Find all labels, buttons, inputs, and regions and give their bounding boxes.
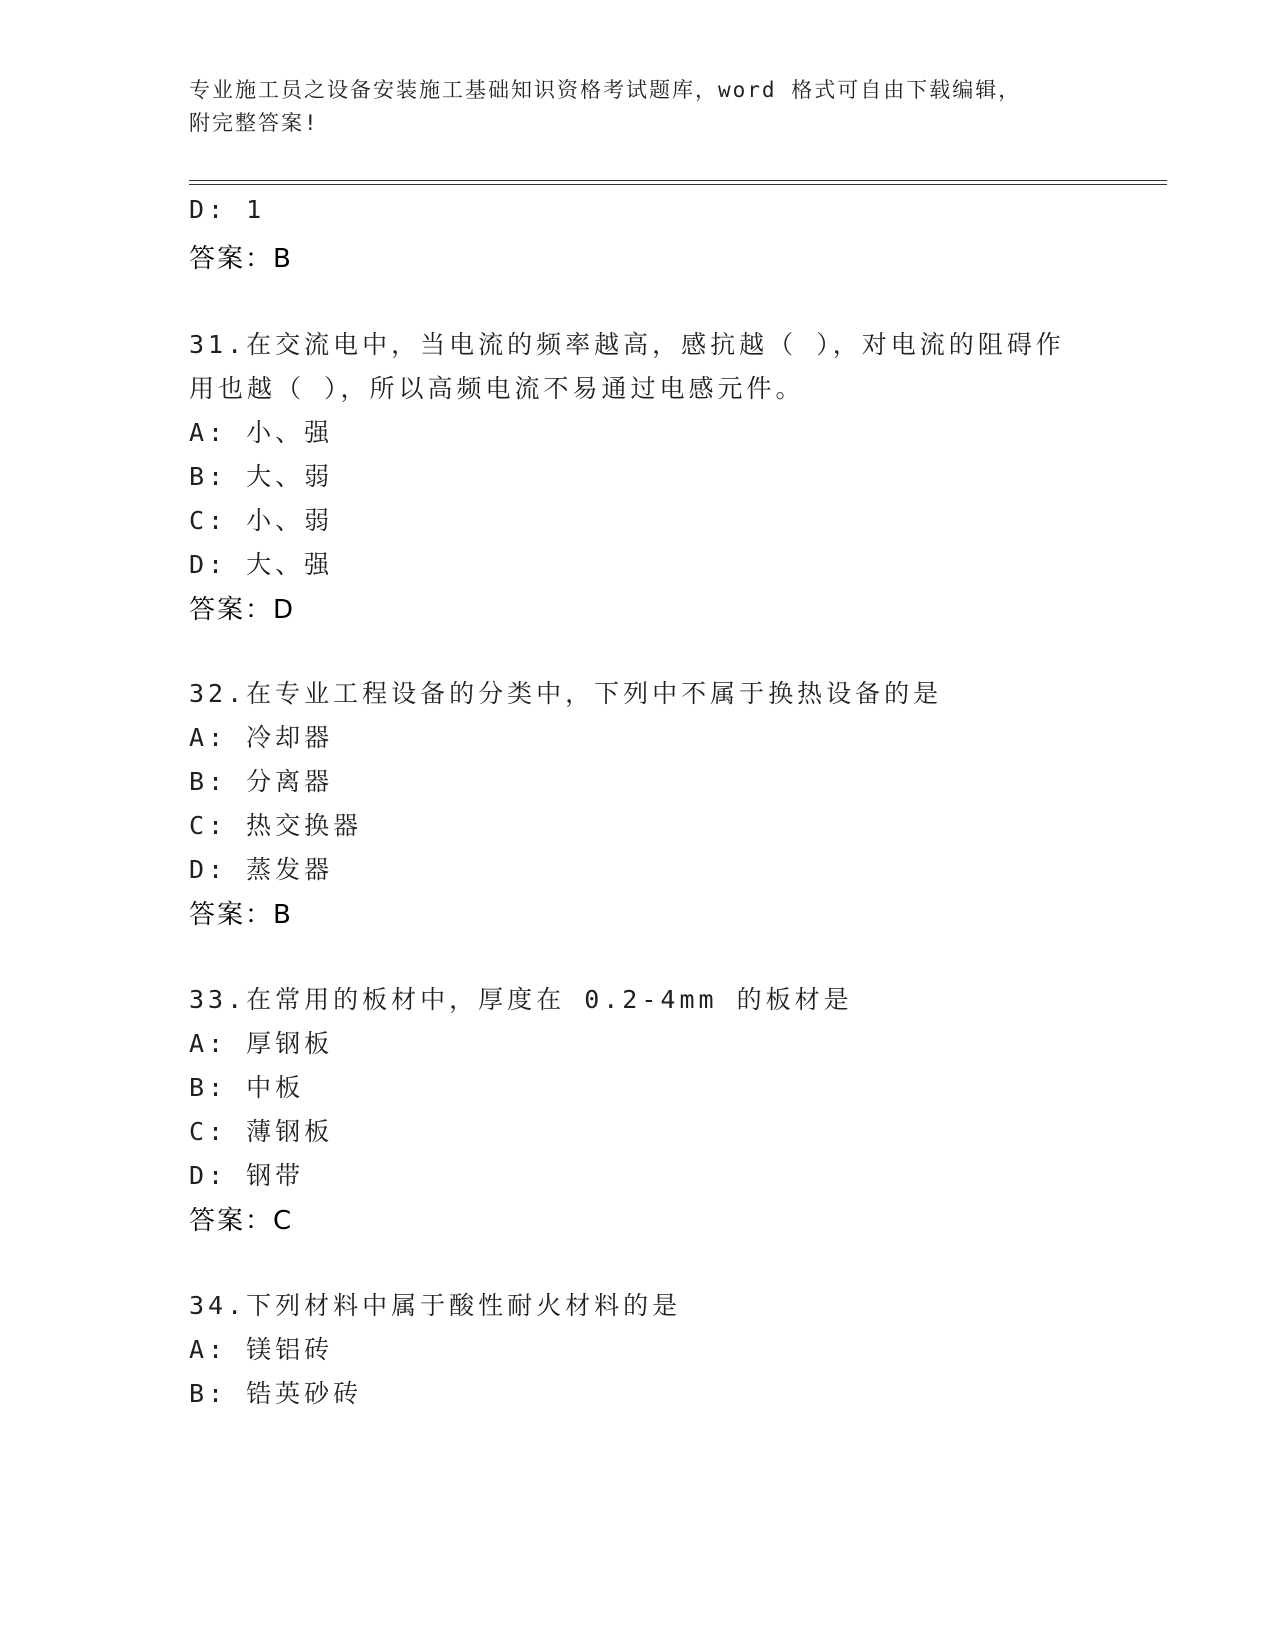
- q34-option-b: B: 锆英砂砖: [189, 1379, 363, 1408]
- q33-option-d: D: 钢带: [189, 1161, 305, 1190]
- header-line-1: 专业施工员之设备安装施工基础知识资格考试题库，word 格式可自由下载编辑，: [189, 78, 1022, 102]
- q34-option-a: A: 镁铝砖: [189, 1335, 334, 1364]
- header-rule-bottom: [189, 184, 1167, 185]
- header-line-2: 附完整答案!: [189, 111, 319, 135]
- q31-stem-line-1: 31.在交流电中，当电流的频率越高，感抗越（ ），对电流的阻碍作: [189, 330, 1065, 359]
- q31-stem-line-2: 用也越（ ），所以高频电流不易通过电感元件。: [189, 374, 805, 403]
- prev-option-d: D: 1: [189, 195, 266, 224]
- q32-option-a: A: 冷却器: [189, 723, 334, 752]
- page-header: [189, 74, 1089, 140]
- prev-answer: 答案：B: [189, 244, 293, 274]
- q33-answer: 答案：C: [189, 1206, 294, 1236]
- q34-stem: 34.下列材料中属于酸性耐火材料的是: [189, 1291, 682, 1320]
- q32-option-c: C: 热交换器: [189, 811, 363, 840]
- q31-answer: 答案：D: [189, 595, 296, 625]
- q32-option-d: D: 蒸发器: [189, 855, 334, 884]
- q33-stem: 33.在常用的板材中，厚度在 0.2-4mm 的板材是: [189, 985, 853, 1014]
- q33-option-c: C: 薄钢板: [189, 1117, 334, 1146]
- q31-option-b: B: 大、弱: [189, 462, 334, 491]
- header-rule-top: [189, 180, 1167, 181]
- q32-option-b: B: 分离器: [189, 767, 334, 796]
- q32-answer: 答案：B: [189, 900, 293, 930]
- q31-option-d: D: 大、强: [189, 550, 334, 579]
- q32-stem: 32.在专业工程设备的分类中，下列中不属于换热设备的是: [189, 679, 943, 708]
- q33-option-a: A: 厚钢板: [189, 1029, 334, 1058]
- q31-option-a: A: 小、强: [189, 418, 334, 447]
- q33-option-b: B: 中板: [189, 1073, 305, 1102]
- q31-option-c: C: 小、弱: [189, 506, 334, 535]
